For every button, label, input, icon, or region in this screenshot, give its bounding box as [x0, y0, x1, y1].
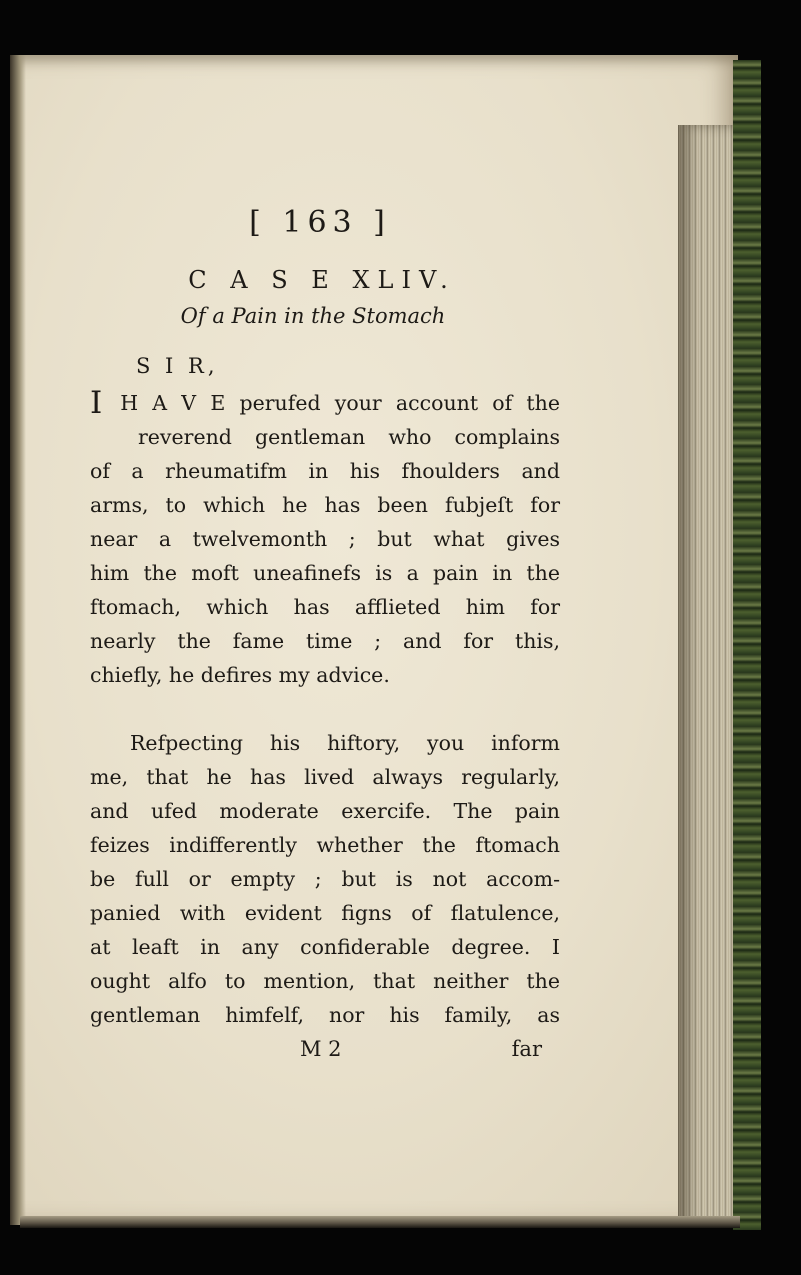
paragraph-line: chiefly, he defires my advice. — [90, 663, 390, 687]
paragraph-line: arms, to which he has been fubjeſt for — [90, 493, 560, 517]
paragraph-line: and ufed moderate exercife. The pain — [90, 799, 560, 823]
page-edges — [678, 125, 738, 1225]
paragraph-2 — [90, 726, 560, 1032]
catchword: far — [511, 1037, 542, 1061]
page-text — [90, 205, 560, 1066]
line-text: H A V E perufed your account of the — [120, 391, 560, 415]
paragraph-line — [90, 386, 560, 420]
paragraph-line: me, that he has lived always regularly, — [90, 765, 560, 789]
book-spine-edge — [733, 60, 761, 1230]
paragraph-line: gentleman himfelf, nor his family, as — [90, 1003, 560, 1027]
paragraph-line: at leaft in any confiderable degree. I — [90, 935, 560, 959]
paragraph-line: nearly the fame time ; and for this, — [90, 629, 560, 653]
paragraph-spacer — [90, 692, 560, 726]
paragraph-line: Refpecting his hiftory, you inform — [130, 731, 560, 755]
paragraph-line: near a twelvemonth ; but what gives — [90, 527, 560, 551]
paragraph-line: reverend gentleman who complains — [138, 425, 560, 449]
case-subtitle: Of a Pain in the Stomach — [180, 304, 446, 328]
paragraph-line: of a rheumatifm in his fhoulders and — [90, 459, 560, 483]
paragraph-line: panied with evident figns of flatulence, — [90, 901, 560, 925]
paragraph-line: be full or empty ; but is not accom- — [90, 867, 560, 891]
paragraph-line: him the moft uneafinefs is a pain in the — [90, 561, 560, 585]
paper-page — [10, 55, 738, 1225]
drop-cap: I — [90, 385, 103, 421]
paragraph-line: ftomach, which has afflieted him for — [90, 595, 560, 619]
page-footer — [90, 1032, 560, 1066]
paragraph-line: ought alfo to mention, that neither the — [90, 969, 560, 993]
paragraph-1 — [90, 386, 560, 692]
bottom-page-edge — [20, 1216, 740, 1228]
paragraph-line: feizes indifferently whether the ftomach — [90, 833, 560, 857]
page-number-header: [ 163 ] — [249, 205, 391, 240]
case-title: C A S E XLIV. — [188, 266, 456, 294]
salutation: S I R, — [136, 354, 219, 378]
binding-gutter — [10, 55, 26, 1225]
signature-mark: M 2 — [300, 1037, 342, 1061]
